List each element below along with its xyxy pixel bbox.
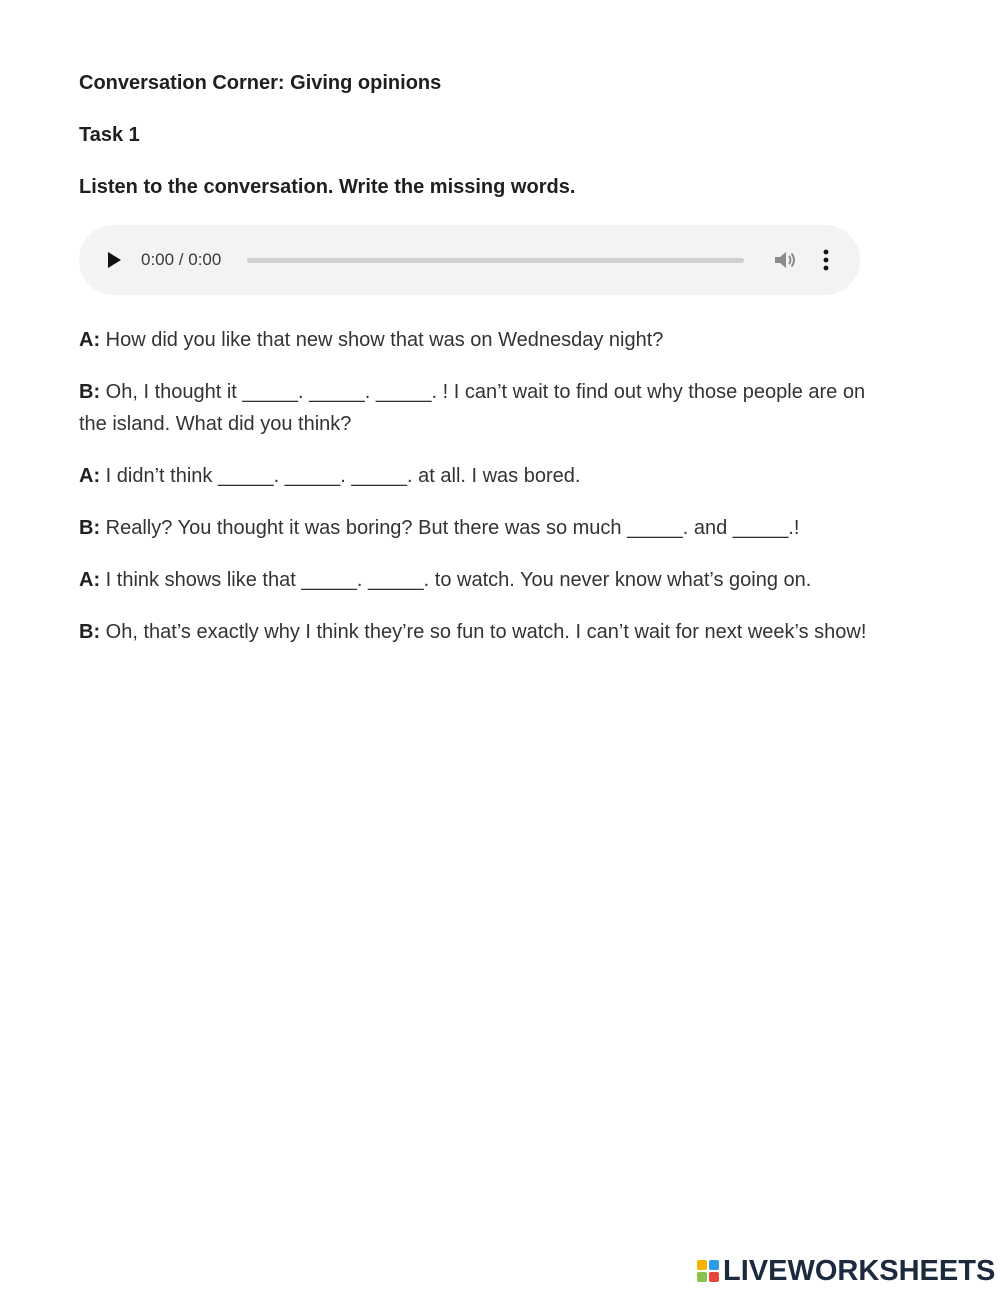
dialogue-line (79, 512, 869, 544)
page-title: Conversation Corner: Giving opinions (79, 72, 442, 94)
dialogue-line (79, 324, 869, 356)
speaker-label: A: (79, 569, 101, 591)
volume-button[interactable] (772, 248, 798, 272)
brand-name: LIVEWORKSHEETS (723, 1255, 996, 1287)
instruction: Listen to the conversation. Write the missing words. (79, 176, 576, 198)
logo-square (709, 1272, 719, 1282)
logo-mark-icon (697, 1260, 719, 1282)
play-button[interactable] (101, 248, 125, 272)
progress-slider[interactable] (247, 258, 744, 263)
speaker-label: B: (79, 381, 101, 403)
more-options-button[interactable] (817, 248, 835, 272)
dialogue-line (79, 460, 869, 492)
speaker-label: B: (79, 517, 101, 539)
dialogue-text: Oh, that’s exactly why I think they’re so fun to watch. I can’t wait for next week’s show! (105, 621, 867, 643)
logo-square (697, 1260, 707, 1270)
brand-logo (697, 1256, 995, 1286)
dialogue-line (79, 564, 869, 596)
dialogue-line (79, 616, 869, 648)
dialogue-text: How did you like that new show that was on Wednesday night? (105, 329, 664, 351)
logo-square (709, 1260, 719, 1270)
dialogue-text: Really? You thought it was boring? But there was so much _____. and _____.! (105, 517, 800, 539)
play-icon (101, 248, 125, 272)
time-display: 0:00 / 0:00 (141, 250, 222, 269)
logo-square (697, 1272, 707, 1282)
volume-icon (772, 248, 798, 272)
dialogue-line (79, 376, 869, 440)
task-label: Task 1 (79, 124, 140, 146)
speaker-label: B: (79, 621, 101, 643)
audio-player (79, 225, 860, 295)
speaker-label: A: (79, 465, 101, 487)
dialogue-text: I think shows like that _____. _____. to watch. You never know what’s going on. (105, 569, 812, 591)
speaker-label: A: (79, 329, 101, 351)
more-vertical-icon (817, 248, 835, 272)
dialogue-text: Oh, I thought it _____. _____. _____. ! I can’t wait to find out why those people are on the island. What did you think? (79, 381, 866, 435)
dialogue-text: I didn’t think _____. _____. _____. at all. I was bored. (105, 465, 581, 487)
